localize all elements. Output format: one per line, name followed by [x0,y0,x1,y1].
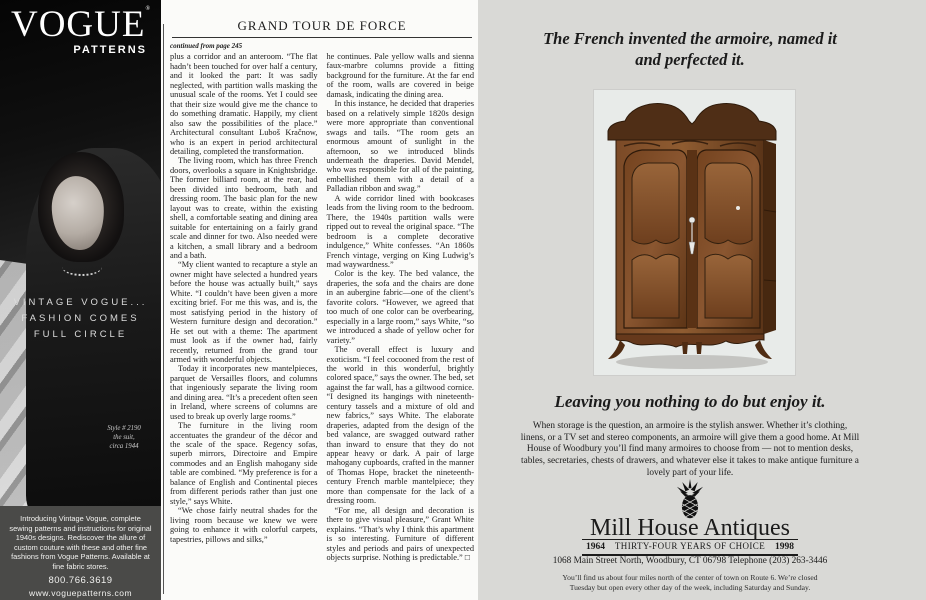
column-rule [163,24,164,594]
article-paragraph: The furniture in the living room accentuates the grandeur of the décor and the scale of the space. Regency sofas, superb mirrors, Directoire and Empire commodes and an English mahogany side table are combined. “My preference is for a balance of English and Continental pieces from different periods rather than just one style,” says White. [170,421,318,506]
pineapple-icon [666,479,714,519]
patterns-wordmark: PATTERNS [73,44,147,56]
armoire-photo [594,90,795,375]
trademark-symbol: ® [145,6,151,12]
article-columns [170,42,474,594]
fine-print-line1: You’ll find us about four miles north of the center of town on Route 6. We’re closed [562,573,818,582]
article-paragraph: The overall effect is luxury and exoticism. “I feel cocooned from the rest of the world in this wonderful, brightly colored space,” says the owner. The bed, set against the far wall, has a giltwood cornice. “I designed its hangings with nineteenth-century tassels and a mixture of old and new fabrics,” says White. The elaborate draperies, adapted from the design of the bed valance, are swagged outward rather than inward to ensure that they do not appear heavy or dark. A pair of large mahogany cupboards, crafted in the manner of Thomas Hope, bracket the nineteenth-century French marble mantelpiece; they more than compensate for the lack of a dressing room. [326,345,474,506]
style-number: Style # 2190 [107,425,141,432]
mill-house-antiques-ad [478,0,926,600]
continued-from-note: continued from page 245 [170,42,243,50]
article-paragraph: Color is the key. The bed valance, the draperies, the sofa and the chairs are done in an aubergine fabric—one of the client’s favorite colors. “However, we agreed that too much of one color can be overbearing, especially in a large room,” says White, “so we introduced a shade of yellow ocher for variety.” [326,269,474,345]
armoire-subhead: Leaving you nothing to do but enjoy it. [554,392,826,411]
style-year: circa 1944 [109,443,139,450]
article-paragraph: Today it incorporates new mantelpieces, parquet de Versailles floors, and columns that ingeniously separate the living room and dining area. “It’s a precedent often seen in Ireland, where screens of columns are used to break up overly large rooms.” [170,364,318,421]
vogue-phone-number: 800.766.3619 [48,574,113,586]
model-necklace [62,258,102,276]
article-paragraph: The living room, which has three French doors, overlooks a square in Knightsbridge. The former billiard room, at the rear, had been divided into bedroom, bath and dressing room. The basic plan for the new layout was to create, within the existing shell, a comfortable seating and dining area suitable for entertaining on a fairly grand scale and dinner for two. Also needed were a kitchen, a small library and a bedroom and a bath. [170,156,318,260]
article-page [161,0,478,600]
article-paragraph: “We chose fairly neutral shades for the living room because we knew we were going to enhance it with colorful carpets, tapestries, pillows and silks,” [170,506,318,544]
headline-line1: The French invented the armoire, named it [543,29,837,48]
vogue-logo [0,6,161,56]
style-garment: the suit, [113,434,135,441]
title-rule [172,37,472,38]
article-paragraph: A wide corridor lined with bookcases leads from the living room to the bedroom. There, the 1940s partition walls were ripped out to reveal the original space. “The bedroom is a complete decorative indulgence,” White confesses. “An 1860s French vintage, verging on King Ludwig’s mad waywardness.” [326,193,474,269]
mill-body-copy: When storage is the question, an armoire is the stylish answer. Whether it’s clothing, linens, or a TV set and stereo components, an armoire will give them a good home. At Mill House of Woodbury you’ll find many armoires to choose from — not to mention desks, tables, secretaries, chests of drawers, and whatever else it takes to make antique furniture a lovely part of your life. [520,421,860,478]
vintage-vogue-tagline [0,295,161,343]
armoire-headline [478,28,902,70]
tagline-line2: FASHION COMES [21,313,140,324]
vogue-ad-footer [0,506,161,600]
vogue-wordmark: VOGUE [10,4,146,45]
vogue-patterns-ad [0,0,161,600]
fine-print-line2: Tuesday but open every other day of the week, including Saturday and Sunday. [569,582,811,592]
mill-house-wordmark: Mill House Antiques [589,515,790,541]
vogue-ad-copy: Introducing Vintage Vogue, complete sewing patterns and instructions for original 1940s designs. Rediscover the allure of custom couture with these and other fine fashions from Vogue Patterns. Available at fine fabric stores. [9,514,152,571]
years-of-choice-banner [582,539,798,556]
headline-line2: and perfected it. [635,50,745,69]
armoire-illustration [594,90,795,375]
article-column-2 [327,42,475,594]
article-paragraph: In this instance, he decided that draperies based on a relatively simple 1820s design were more appropriate than conventional swags and tails. “The room gets an enormous amount of sunlight in the afternoon, so we introduced blinds underneath the draperies. David Mendel, who was responsible for all of the painting, embellished them with a detail of a Palladian ribbon and swag.” [326,99,474,194]
founding-year: 1964 [586,542,605,552]
banner-text: THIRTY-FOUR YEARS OF CHOICE [614,541,766,551]
mill-fine-print [478,573,902,592]
article-paragraph: plus a corridor and an anteroom. “The flat hadn’t been touched for over half a century, and it looked the part: It was sadly neglected, with partition walls masking the unusual scale of the rooms. Yet I could see that their size would give me the chance to do something dramatic. Happily, my client also saw the possibilities of the place.” Architectural consultant Luboš Kračnow, who is an expert in period architectural detailing, completed the transformation. [170,52,318,156]
article-column-1 [170,42,318,594]
current-year: 1998 [775,542,794,552]
tagline-line1: VINTAGE VOGUE... [13,297,148,308]
article-paragraph: he continues. Pale yellow walls and sienna faux-marbre columns provide a fitting background for the furniture. At the far end of the room, walls are covered in beige damask, indicating the dining area. [326,52,474,99]
article-paragraph: “For me, all design and decoration is there to give visual pleasure,” Grant White explains. “That’s why I think this apartment is so interesting. Furniture of different styles and periods and pairs of unexpected objects surprise. Nothing is predictable.” □ [326,505,474,563]
style-number-caption [92,424,156,451]
article-title: GRAND TOUR DE FORCE [237,18,407,33]
mill-address-line: 1068 Main Street North, Woodbury, CT 06798 Telephone (203) 263-3446 [552,556,828,566]
tagline-line3: FULL CIRCLE [33,329,128,340]
article-paragraph: “My client wanted to recapture a style an owner might have selected a hundred years before the house was actually built,” says White. “I couldn’t have been given a more exciting brief. For me this was, and is, the most satisfying period in the history of Western furniture design and decoration.” He set out with a theme: The apartment must look as if the owner had, fairly recently, returned from the grand tour armed with wonderful objects. [170,260,318,364]
vogue-website-url: www.voguepatterns.com [28,587,133,598]
